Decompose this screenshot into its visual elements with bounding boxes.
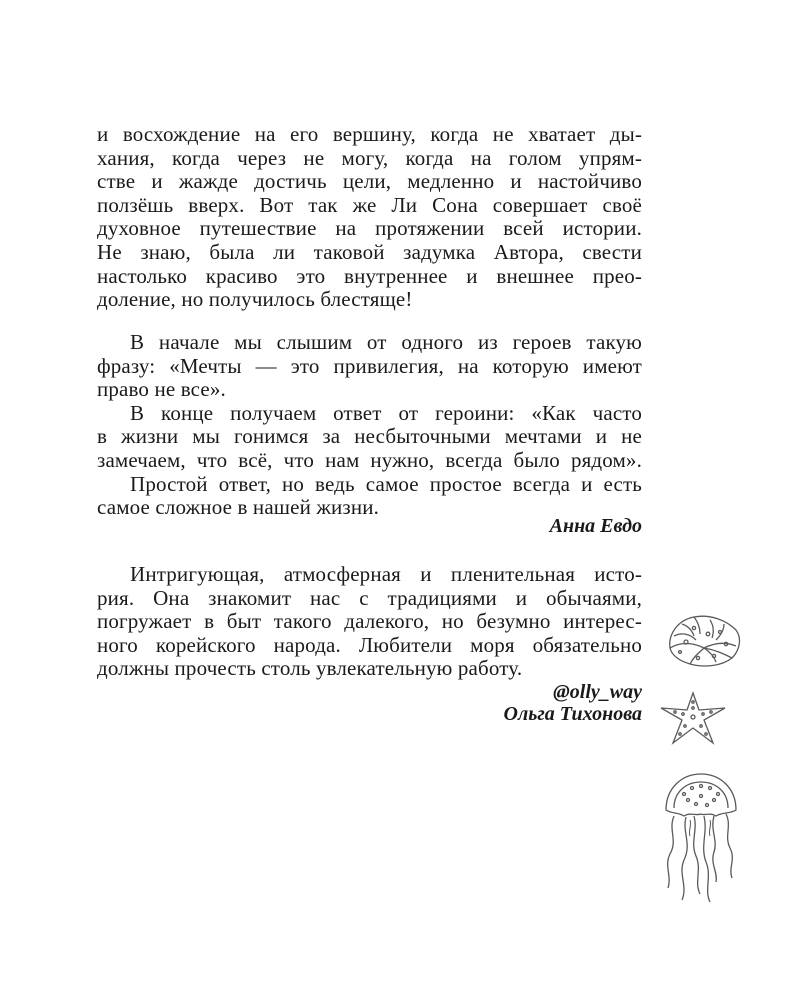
text-line: настолько красиво это внутреннее и внешнее прео- bbox=[97, 263, 642, 288]
text-line: ного корейского народа. Любители моря обязательно bbox=[97, 632, 642, 657]
text-line: самое сложное в нашей жизни. bbox=[97, 495, 380, 520]
text-line: стве и жажде достичь цели, медленно и настойчиво bbox=[97, 169, 642, 194]
review-3-handle: @olly_way bbox=[553, 681, 642, 703]
review-2-author: Анна Евдо bbox=[549, 515, 642, 537]
text-line: и восхождение на его вершину, когда не хватает ды- bbox=[97, 122, 642, 146]
text-line: в жизни мы гонимся за несбыточными мечтами и не bbox=[97, 424, 642, 449]
text-line: Простой ответ, но ведь самое простое всегда и есть bbox=[130, 471, 642, 496]
text-line: В конце получаем ответ от героини: «Как часто bbox=[130, 400, 642, 425]
text-line: ползёшь вверх. Вот так же Ли Сона совершает своё bbox=[97, 192, 642, 217]
text-line: право не все». bbox=[97, 377, 226, 402]
text-line: погружает в быт такого далекого, но безумно интерес- bbox=[97, 609, 642, 634]
jellyfish-icon bbox=[660, 770, 742, 906]
review-3-paragraph bbox=[97, 563, 642, 681]
text-line: духовное путешествие на протяжении всей истории. bbox=[97, 216, 642, 241]
text-line: замечаем, что всё, что нам нужно, всегда было рядом». bbox=[97, 447, 642, 472]
review-2-paragraph bbox=[97, 331, 642, 520]
seashell-icon bbox=[664, 612, 744, 670]
text-line: доление, но получилось блестяще! bbox=[97, 287, 413, 312]
text-line: должны прочесть столь увлекательную работу. bbox=[97, 656, 523, 681]
review-1-paragraph bbox=[97, 123, 642, 312]
text-line: хания, когда через не могу, когда на голом упрям- bbox=[97, 145, 642, 170]
review-3-author: Ольга Тихонова bbox=[503, 703, 642, 725]
text-line: рия. Она знакомит нас с традициями и обычаями, bbox=[97, 585, 642, 610]
starfish-icon bbox=[657, 690, 729, 746]
text-line: фразу: «Мечты — это привилегия, на которую имеют bbox=[97, 353, 642, 378]
text-line: Не знаю, была ли таковой задумка Автора, свести bbox=[97, 239, 642, 264]
text-line: В начале мы слышим от одного из героев такую bbox=[130, 330, 642, 354]
text-line: Интригующая, атмосферная и пленительная исто- bbox=[130, 562, 642, 586]
